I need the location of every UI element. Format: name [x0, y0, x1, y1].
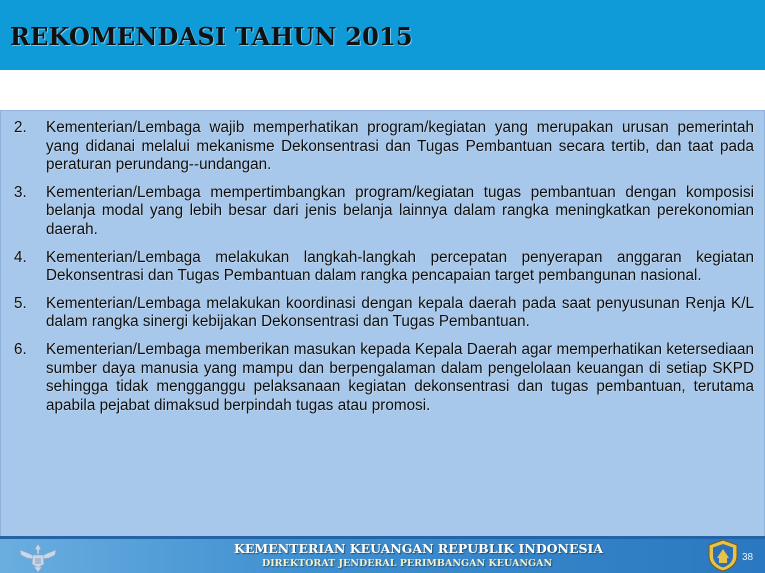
list-item [1, 184, 764, 240]
directorate-name: DIREKTORAT JENDERAL PERIMBANGAN KEUANGAN [262, 558, 553, 569]
page-title: REKOMENDASI TAHUN 2015 [10, 22, 413, 51]
list-item-text: Kementerian/Lembaga melakukan langkah-langkah percepatan penyerapan anggaran kegiatan Dekonsentrasi dan Tugas Pembantuan dalam rangka pencapaian target pembangunan nasional. [46, 248, 754, 285]
header-bar [0, 0, 765, 70]
list-item-number: 4. [14, 248, 27, 266]
header-spacer [0, 70, 765, 110]
list-item-number: 3. [14, 183, 27, 201]
content-panel [0, 110, 765, 537]
page-number: 38 [742, 552, 754, 563]
list-item-text: Kementerian/Lembaga mempertimbangkan program/kegiatan tugas pembantuan dengan komposisi belanja modal yang lebih besar dari jenis belanja lainnya dalam rangka meningkatkan perekonomian daerah. [46, 183, 754, 238]
list-item-text: Kementerian/Lembaga memberikan masukan kepada Kepala Daerah agar memperhatikan ketersediaan sumber daya manusia yang mampu dan berpengalaman dalam pengelolaan keuangan di setiap SKPD sehingga tidak mengganggu pelaksanaan kegiatan dekonsentrasi dan tugas pembantuan, terutama apabila pejabat dimaksud berpindah tugas atau promosi. [46, 340, 754, 414]
recommendation-list [1, 119, 764, 415]
list-item [1, 119, 764, 175]
list-item-number: 6. [14, 340, 27, 358]
kemenkeu-logo-icon [704, 538, 742, 572]
list-item [1, 341, 764, 415]
list-item [1, 295, 764, 332]
list-item [1, 249, 764, 286]
garuda-emblem-icon [18, 540, 58, 573]
footer-divider [0, 536, 765, 539]
list-item-text: Kementerian/Lembaga wajib memperhatikan program/kegiatan yang merupakan urusan pemerintah yang didanai melalui mekanisme Dekonsentrasi dan Tugas Pembantuan secara tertib, dan taat pada peraturan perundang-‐undangan. [46, 119, 754, 174]
list-item-number: 5. [14, 294, 27, 312]
list-item-text: Kementerian/Lembaga melakukan koordinasi dengan kepala daerah pada saat penyusunan Renja K/L dalam rangka sinergi kebijakan Dekonsentrasi dan Tugas Pembantuan. [46, 294, 754, 331]
list-item-number: 2. [14, 119, 27, 136]
ministry-name: KEMENTERIAN KEUANGAN REPUBLIK INDONESIA [234, 541, 604, 556]
